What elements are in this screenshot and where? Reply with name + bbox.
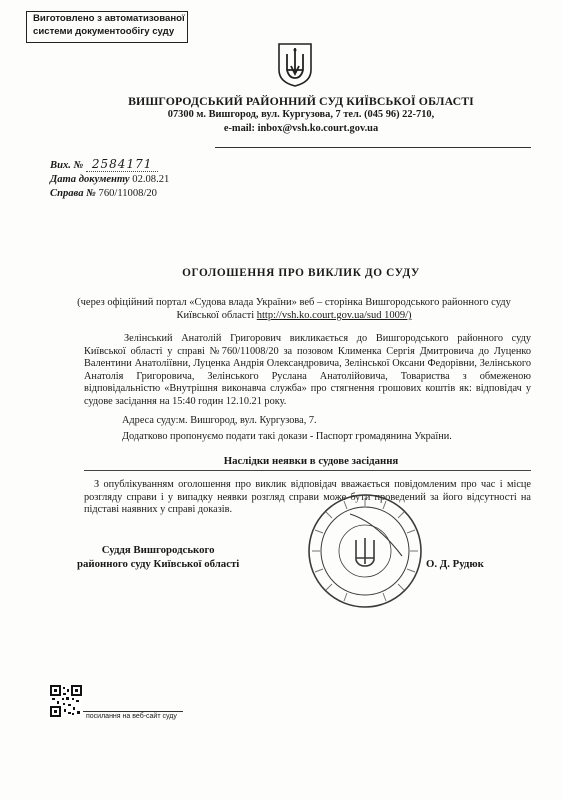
portal-text: (через офіційний портал «Судова влада України» веб – сторінка Вишгородського районного суду Київської області (77, 297, 511, 321)
coat-of-arms-icon (277, 40, 313, 88)
consequences-divider (84, 470, 531, 471)
system-stamp-box (26, 11, 188, 43)
judge-title-line1: Суддя Вишгородського (101, 544, 215, 556)
court-address: 07300 м. Вишгород, вул. Кургузова, 7 тел. (045 96) 22-710, (167, 109, 435, 120)
judge-title (77, 544, 239, 571)
notice-body (84, 333, 531, 409)
case-value: 760/11008/20 (98, 188, 157, 199)
document-meta (50, 157, 169, 201)
portal-reference (55, 296, 533, 322)
court-address-line: Адреса суду:м. Вишгород, вул. Кургузова, 7. (122, 415, 317, 426)
header-divider (215, 147, 531, 148)
judge-name: О. Д. Рудюк (426, 558, 484, 570)
judge-title-line2: районного суду Київської області (77, 557, 240, 570)
notice-title: ОГОЛОШЕННЯ ПРО ВИКЛИК ДО СУДУ (182, 267, 420, 279)
date-label: Дата документу (50, 174, 130, 185)
case-label: Справа № (50, 188, 96, 199)
court-email: e-mail: inbox@vsh.ko.court.gov.ua (223, 123, 379, 134)
court-name: ВИШГОРОДСЬКИЙ РАЙОННИЙ СУД КИЇВСЬКОЇ ОБЛАСТІ (128, 94, 474, 108)
consequences-text: З опублікуванням оголошення про виклик відповідач вважається повідомленим про час і місце розгляду справи і у випадку неявки розгляд справи може бути проведений за його відсутності на підставі наявних у справі доказів. (84, 479, 531, 516)
body-paragraph: Зелінський Анатолій Григорович викликається до Вишгородського районного суду Київської області у справі №760/11008/20 за позовом Клименка Сергія Дмитровича до Луценко Валентини Анатоліївни, Луценка Андрія Олександровича, Зелінської Оксани Федорівни, Зелінського Анатолія Григоровича, Зелінського Руслана Анатолійовича, Товариства з обмеженою відповідальністю «Внутрішня виконавча служба» про стягнення грошових коштів як: відповідач у судове засідання на 15:40 годин 12.10.21 року. (84, 333, 531, 407)
outgoing-number: 2584171 (86, 157, 158, 172)
consequences-heading: Наслідки неявки в судове засідання (223, 455, 399, 467)
portal-link[interactable]: http://vsh.ko.court.gov.ua/sud 1009/) (256, 310, 412, 321)
qr-code-icon[interactable] (50, 685, 82, 717)
outgoing-label: Вих. № (50, 160, 84, 171)
court-seal-icon (306, 492, 424, 610)
additional-evidence: Додатково пропонуємо подати такі докази - Паспорт громадянина України. (122, 431, 452, 442)
qr-caption: посилання на веб-сайт суду (86, 713, 177, 720)
qr-underline (83, 711, 183, 712)
stamp-line-2: системи документообігу суду (33, 26, 175, 37)
date-value: 02.08.21 (132, 174, 170, 185)
stamp-line-1: Виготовлено з автоматизованої (33, 13, 185, 24)
